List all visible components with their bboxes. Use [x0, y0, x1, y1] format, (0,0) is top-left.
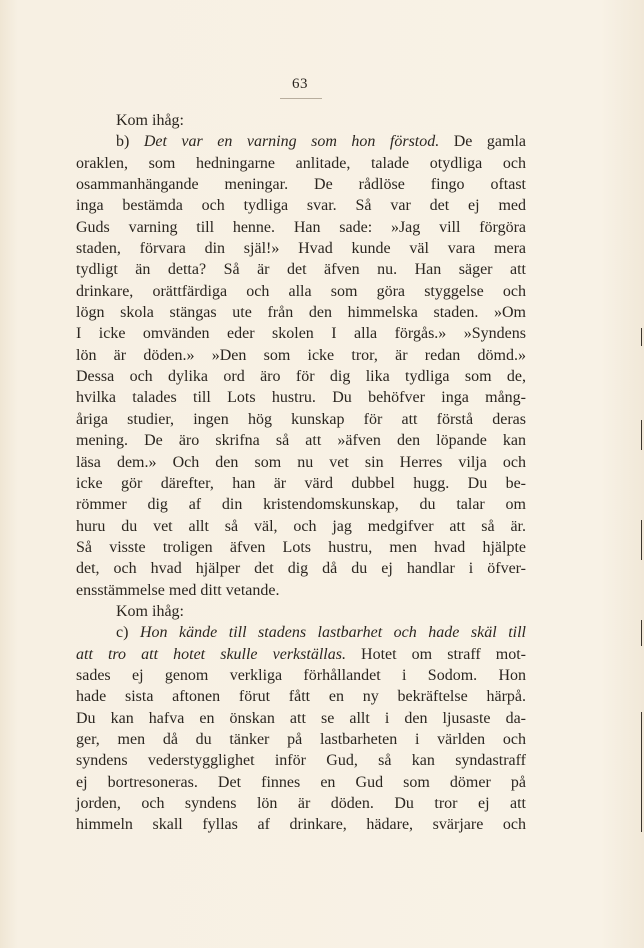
text-span: det, och hvad hjälper det dig då du ej handlar i öfver- — [76, 560, 526, 578]
text-line — [76, 601, 526, 622]
text-span: mening. De äro skrifna så att »äfven den löpande kan — [76, 432, 526, 450]
text-line — [76, 281, 526, 302]
text-line — [76, 323, 526, 344]
text-span: römmer dig af din kristendomskunskap, du talar om — [76, 496, 526, 514]
page-edge-mark — [641, 712, 642, 832]
text-line — [76, 302, 526, 323]
text-line — [76, 708, 526, 729]
text-line — [76, 153, 526, 174]
text-span: drinkare, orättfärdiga och alla som göra styggelse och — [76, 282, 526, 300]
text-span: De gamla — [439, 133, 526, 151]
page-edge-mark — [641, 520, 642, 560]
text-line — [76, 452, 526, 473]
text-line — [76, 537, 526, 558]
text-span: himmeln skall fyllas af drinkare, hädare, svärjare och — [76, 816, 526, 834]
page-number-rule — [280, 98, 322, 99]
text-span: Guds varning till henne. Han sade: »Jag vill förgöra — [76, 218, 526, 236]
italic-text: Hon kände till stadens lastbarhet och hade skäl till — [139, 624, 526, 642]
text-line — [76, 665, 526, 686]
text-span: ej bortresoneras. Det finnes en Gud som dömer på — [76, 773, 526, 791]
text-span: åriga studier, ingen hög kunskap för att förstå deras — [76, 410, 526, 428]
body-text — [76, 110, 526, 836]
page-edge-mark — [641, 620, 642, 646]
text-line — [76, 409, 526, 430]
page-number: 63 — [292, 76, 308, 92]
text-line — [76, 259, 526, 280]
italic-text: Det var en varning som hon förstod. — [143, 133, 440, 151]
text-span: hade sista aftonen förut fått en ny bekräftelse härpå. — [76, 688, 526, 706]
text-span: tydligt än detta? Så är det äfven nu. Han säger att — [76, 261, 526, 279]
text-span: jorden, och syndens lön är döden. Du tror ej att — [76, 795, 526, 812]
text-line — [76, 238, 526, 259]
text-line — [76, 793, 526, 814]
text-line — [76, 195, 526, 216]
text-span: läsa dem.» Och den som nu vet sin Herres vilja och — [76, 453, 526, 471]
text-span: osammanhängande meningar. De rådlöse fingo oftast — [76, 176, 526, 194]
text-line — [76, 473, 526, 494]
text-span: hvilka talades till Lots hustru. Du behöfver inga mång- — [76, 389, 526, 407]
text-line — [76, 387, 526, 408]
text-span: Du kan hafva en önskan att se allt i den ljusaste da- — [76, 709, 526, 727]
text-line — [76, 580, 526, 601]
text-line — [76, 174, 526, 195]
page-edge-mark — [641, 328, 642, 346]
text-line — [76, 686, 526, 707]
text-line — [76, 622, 526, 643]
text-span: huru du vet allt så väl, och jag medgifver att så är. — [76, 517, 526, 535]
page-edge-mark — [641, 420, 642, 450]
text-span: I icke omvänden eder skolen I alla förgås.» »Syndens — [76, 325, 526, 343]
text-line — [76, 131, 526, 152]
text-line — [76, 558, 526, 579]
text-span: Dessa och dylika ord äro för dig lika tydliga som de, — [76, 368, 526, 386]
text-line — [76, 217, 526, 238]
text-line — [76, 110, 526, 131]
text-line — [76, 430, 526, 451]
text-span: ger, men då du tänker på lastbarheten i världen och — [76, 730, 526, 748]
text-line — [76, 814, 526, 835]
text-span: Kom ihåg: — [116, 602, 184, 620]
text-span: syndens vederstygglighet inför Gud, så kan syndastraff — [76, 752, 526, 770]
italic-text: att tro att hotet skulle verkställas. — [76, 645, 346, 663]
text-span: Kom ihåg: — [116, 112, 184, 129]
text-span: oraklen, som hedningarne anlitade, talade otydliga och — [76, 154, 526, 172]
text-line — [76, 772, 526, 793]
text-line — [76, 366, 526, 387]
text-span: inga bestämda och tydliga svar. Så var det ej med — [76, 197, 526, 215]
text-span: lögn skola stängas ute från den himmelska staden. »Om — [76, 304, 526, 322]
text-span: staden, förvara din själ!» Hvad kunde väl vara mera — [76, 240, 526, 258]
text-line — [76, 345, 526, 366]
text-span: Så visste troligen äfven Lots hustru, men hvad hjälpte — [76, 538, 526, 556]
text-span: lön är döden.» »Den som icke tror, är redan dömd.» — [76, 346, 526, 364]
text-span: icke gör därefter, han är värd dubbel hugg. Du be- — [76, 474, 526, 492]
text-span: Hotet om straff mot- — [345, 645, 526, 663]
text-line — [76, 644, 526, 665]
text-span: c) — [116, 624, 140, 642]
text-line — [76, 516, 526, 537]
text-span: ensstämmelse med ditt vetande. — [76, 581, 280, 599]
text-line — [76, 750, 526, 771]
text-span: sades ej genom verkliga förhållandet i Sodom. Hon — [76, 666, 526, 684]
text-line — [76, 729, 526, 750]
text-span: b) — [116, 133, 144, 151]
text-line — [76, 494, 526, 515]
